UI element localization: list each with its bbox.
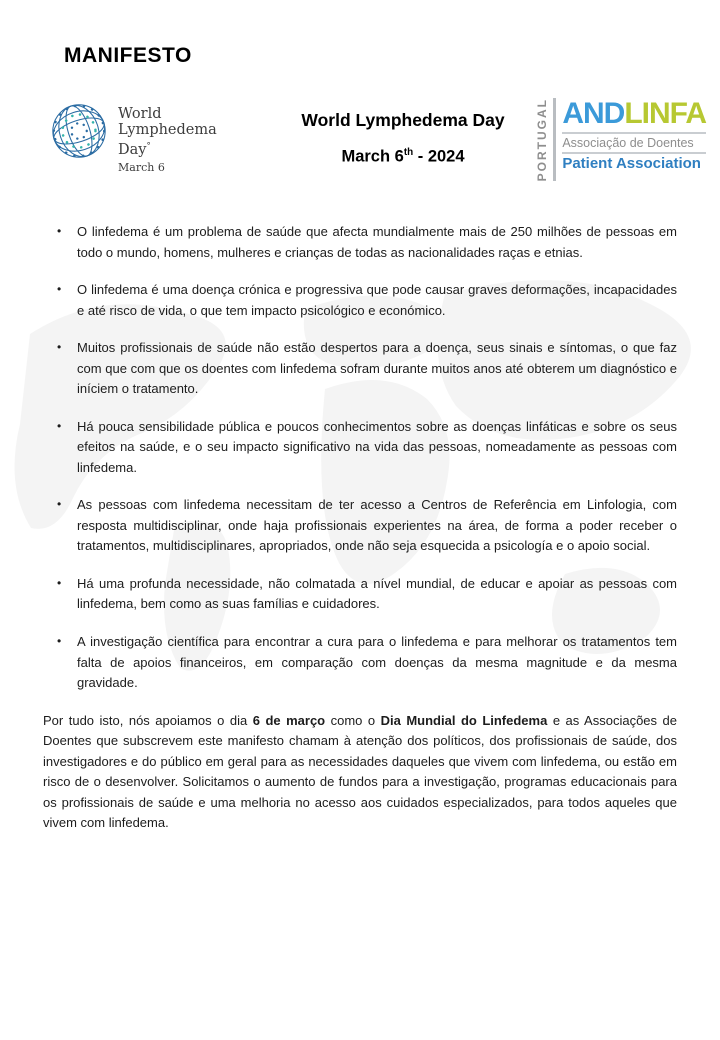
wld-word2: Lymphedema	[118, 122, 217, 138]
bullet-item: • Muitos profissionais de saúde não estão despertos para a doença, seus sinais e síntomas, o que faz com que com que os doentes com linfedema sofram durante muitos anos até obterem um diagnóstico e iníciem o tratamento.	[43, 338, 677, 400]
bullet-item: • As pessoas com linfedema necessitam de ter acesso a Centros de Referência em Linfologia, com resposta multidisciplinar, onde haja profissionais experientes na área, de forma a poder receber o tratamentos, multidisciplinares, apropriados, onde não seja esquecida a psicología e o apoio social.	[43, 495, 677, 557]
wld-word1: World	[118, 106, 162, 122]
andlinfa-portugal-label: PORTUGAL	[535, 98, 550, 182]
manifesto-body	[43, 222, 677, 834]
andlinfa-logo	[535, 98, 706, 181]
wld-logo-text	[118, 100, 217, 176]
bullet-item: • O linfedema é uma doença crónica e progressiva que pode causar graves deformações, incapacidades e até risco de vida, o que tem impacto psicológico e económico.	[43, 280, 677, 321]
heading-line1: World Lymphedema Day	[301, 110, 505, 130]
andlinfa-subtitle-pt: Associação de Doentes	[562, 132, 706, 150]
bullet-item: • A investigação científica para encontrar a cura para o linfedema e para melhorar os tratamentos tem falta de apoios financeiros, em comparação com doenças da mesma magnitude e da mesma gravidade.	[43, 632, 677, 694]
page-title: MANIFESTO	[64, 44, 192, 67]
closing-paragraph: Por tudo isto, nós apoiamos o dia 6 de março como o Dia Mundial do Linfedema e as Associações de Doentes que subscrevem este manifesto chamam à atenção dos políticos, dos profissionais de saúde, dos investigadores e do público em geral para as necessidades daqueles que vivem com linfedema, ou estão em risco de o desenvolver. Solicitamos o aumento de fundos para a investigação, programas educacionais para os profissionais de saúde e uma melhoria no acesso aos cuidados especializados, para todos aqueles que vivem com linfedema.	[43, 712, 677, 831]
wld-date: March 6	[118, 160, 165, 174]
document-heading	[238, 110, 568, 167]
heading-line2: March 6th - 2024	[341, 147, 465, 166]
world-lymphedema-day-logo	[48, 100, 217, 176]
andlinfa-wordmark: ANDLINFA	[562, 97, 706, 130]
bullet-item: • Há uma profunda necessidade, não colmatada a nível mundial, de educar e apoiar as pessoas com linfedema, bem como as suas famílias e cuidadores.	[43, 574, 677, 615]
bullet-item: • O linfedema é um problema de saúde que afecta mundialmente mais de 250 milhões de pessoas em todo o mundo, homens, mulheres e crianças de todas as nacionalidades raças e etnias.	[43, 222, 677, 263]
wld-word3: Day°	[118, 141, 151, 158]
globe-icon	[48, 100, 110, 162]
supporting-associations-logo-wall	[0, 884, 720, 1040]
andlinfa-subtitle-en: Patient Association	[562, 152, 706, 172]
header	[48, 96, 708, 200]
bullet-item: • Há pouca sensibilidade pública e poucos conhecimentos sobre as doenças linfáticas e sobre os seus efeitos na saúde, e o seu impacto significativo na vida das pessoas, nomeadamente as pessoas com linfedema.	[43, 417, 677, 479]
bullet-list	[43, 222, 677, 694]
